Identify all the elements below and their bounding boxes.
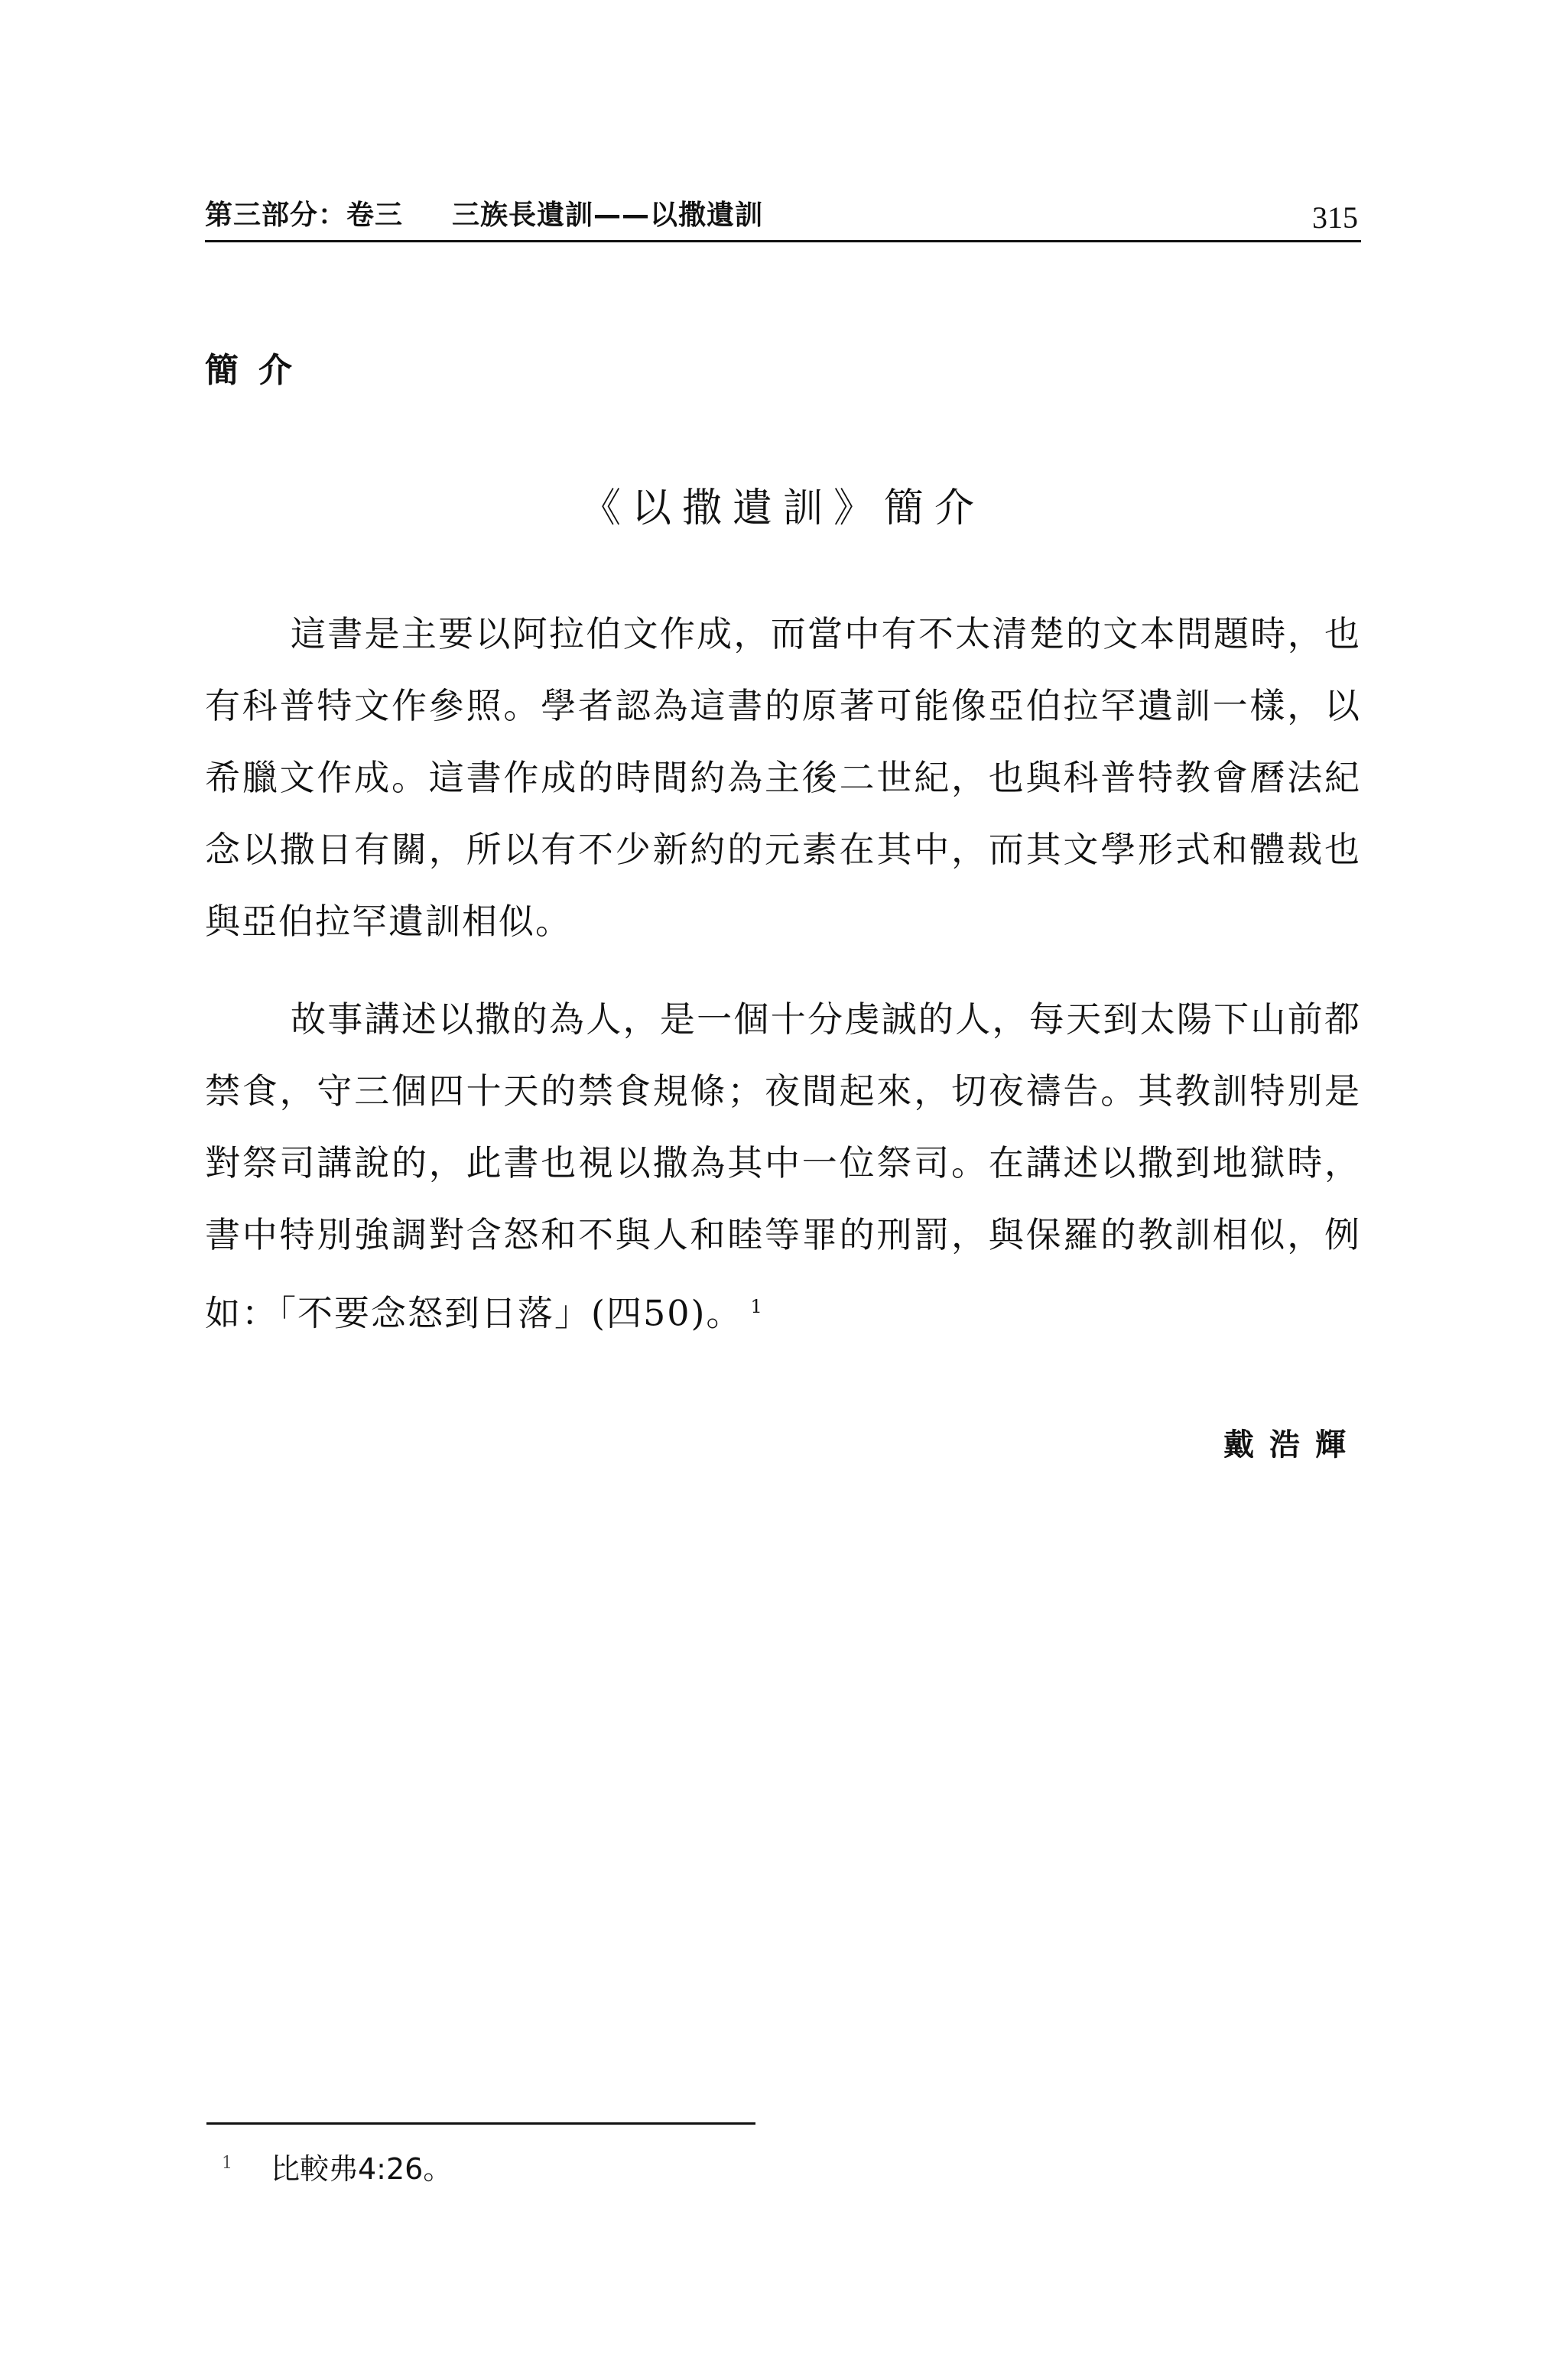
- footnote-divider: [206, 2122, 755, 2125]
- footnote-reference[interactable]: 1: [750, 1296, 764, 1317]
- header-left: [205, 193, 763, 232]
- page-number: 315: [1312, 200, 1358, 235]
- header-title: 三族長遺訓——以撒遺訓: [452, 200, 764, 231]
- author-name: 戴浩輝: [1223, 1427, 1361, 1463]
- body-paragraph-1: [205, 598, 1361, 957]
- running-header: [205, 191, 1361, 242]
- footnote-mark: 1: [222, 2154, 232, 2174]
- footnote: [222, 2145, 452, 2187]
- article-title: 《以撒遺訓》簡介: [580, 485, 985, 531]
- body-paragraph-2: [205, 983, 1361, 1349]
- paragraph-2-text: 故事講述以撒的為人，是一個十分虔誠的人，每天到太陽下山前都禁食，守三個四十天的禁食規條；夜間起來，切夜禱告。其教訓特別是對祭司講說的，此書也視以撒為其中一位祭司。在講述以撒到地獄時，書中特別強調對含怒和不與人和睦等罪的刑罰，與保羅的教訓相似，例如：「不要念怒到日落」(四50)。: [205, 998, 1361, 1334]
- header-section: 第三部分：卷三: [205, 200, 404, 231]
- section-heading: 簡介: [205, 351, 312, 390]
- footnote-text: 比較弗4:26。: [271, 2152, 453, 2186]
- paragraph-1-text: 這書是主要以阿拉伯文作成，而當中有不太清楚的文本問題時，也有科普特文作參照。學者認為這書的原著可能像亞伯拉罕遺訓一樣，以希臘文作成。這書作成的時間約為主後二世紀，也與科普特教會曆法紀念以撒日有關，所以有不少新約的元素在其中，而其文學形式和體裁也與亞伯拉罕遺訓相似。: [205, 613, 1361, 942]
